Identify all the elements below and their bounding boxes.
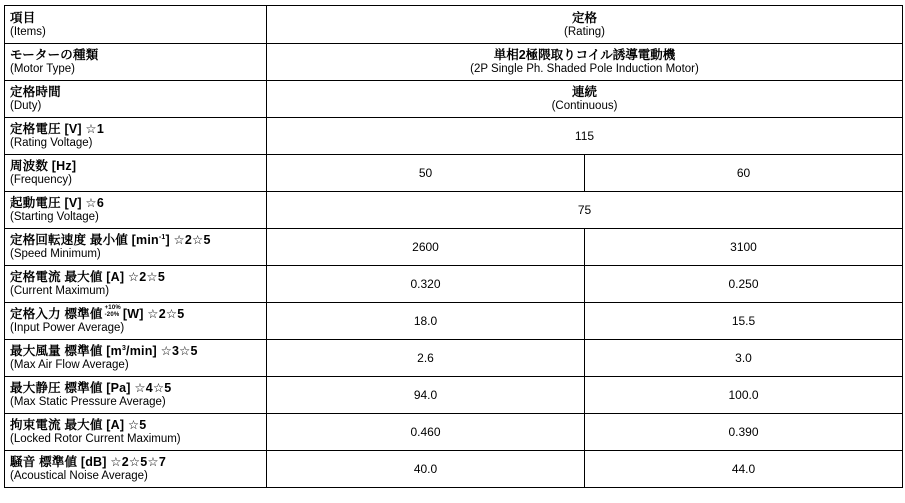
table-row	[5, 451, 903, 488]
table-row	[5, 118, 903, 155]
label-en: (Rating Voltage)	[10, 137, 93, 149]
row-label	[5, 192, 267, 229]
row-label	[5, 340, 267, 377]
rating-voltage-value: 115	[267, 118, 903, 155]
table-row	[5, 340, 903, 377]
label-jp: 拘束電流 最大値 [A] ☆5	[10, 418, 147, 432]
label-jp: 周波数 [Hz]	[10, 159, 77, 173]
label-jp: 定格時間	[10, 85, 61, 99]
label-jp-part: ] ☆2☆5	[165, 233, 211, 247]
value-60hz: 15.5	[585, 303, 903, 340]
header-items-jp: 項目	[10, 10, 36, 25]
label-en: (Speed Minimum)	[10, 248, 101, 260]
label-jp	[10, 307, 266, 322]
table-row	[5, 44, 903, 81]
label-en: (Duty)	[10, 100, 42, 112]
table-header-row	[5, 6, 903, 44]
value-50hz: 2.6	[267, 340, 585, 377]
motor-type-value	[267, 44, 903, 81]
label-jp	[10, 344, 266, 358]
table-row	[5, 303, 903, 340]
label-jp: モーターの種類	[10, 48, 99, 62]
table-row	[5, 155, 903, 192]
spec-table	[4, 5, 903, 488]
value-50hz: 40.0	[267, 451, 585, 488]
label-jp-part: [W] ☆2☆5	[122, 306, 185, 321]
value-jp: 単相2極隈取りコイル誘導電動機	[493, 48, 676, 62]
row-label	[5, 229, 267, 266]
label-jp: 騒音 標準値 [dB] ☆2☆5☆7	[10, 455, 166, 469]
value-en: (2P Single Ph. Shaded Pole Induction Motor)	[470, 63, 699, 75]
label-jp	[10, 233, 266, 247]
label-superscript: 3	[121, 344, 127, 352]
row-label	[5, 377, 267, 414]
row-label	[5, 81, 267, 118]
tolerance-plus: +10%	[104, 305, 121, 312]
value-60hz: 44.0	[585, 451, 903, 488]
header-rating-jp: 定格	[571, 10, 597, 25]
row-label	[5, 155, 267, 192]
table-row	[5, 377, 903, 414]
starting-voltage-value: 75	[267, 192, 903, 229]
label-jp-part: 定格回転速度 最小値 [min	[10, 233, 159, 247]
row-label	[5, 451, 267, 488]
value-50hz: 0.460	[267, 414, 585, 451]
label-jp-part: 定格入力 標準値	[10, 306, 103, 321]
table-row	[5, 414, 903, 451]
tolerance-stack	[105, 305, 121, 319]
label-jp: 起動電圧 [V] ☆6	[10, 196, 104, 210]
row-label	[5, 414, 267, 451]
label-jp-part: /min] ☆3☆5	[126, 344, 198, 358]
label-en: (Current Maximum)	[10, 285, 110, 297]
value-60hz: 3.0	[585, 340, 903, 377]
value-en: (Continuous)	[551, 100, 618, 112]
label-jp: 定格電圧 [V] ☆1	[10, 122, 104, 136]
label-en: (Frequency)	[10, 174, 72, 186]
value-50hz: 50	[267, 155, 585, 192]
duty-value	[267, 81, 903, 118]
label-en: (Starting Voltage)	[10, 211, 99, 223]
label-en: (Acoustical Noise Average)	[10, 470, 148, 482]
value-60hz: 60	[585, 155, 903, 192]
label-en: (Max Air Flow Average)	[10, 359, 129, 371]
header-items-cell	[5, 6, 267, 44]
label-jp: 定格電流 最大値 [A] ☆2☆5	[10, 270, 165, 284]
row-label	[5, 266, 267, 303]
value-60hz: 0.390	[585, 414, 903, 451]
label-en: (Motor Type)	[10, 63, 75, 75]
value-50hz: 18.0	[267, 303, 585, 340]
value-60hz: 0.250	[585, 266, 903, 303]
label-en: (Input Power Average)	[10, 322, 125, 335]
row-label	[5, 303, 267, 340]
value-50hz: 94.0	[267, 377, 585, 414]
value-50hz: 0.320	[267, 266, 585, 303]
row-label	[5, 44, 267, 81]
header-rating-en: (Rating)	[564, 25, 605, 38]
label-superscript: -1	[158, 233, 166, 241]
table-row	[5, 229, 903, 266]
header-items-en: (Items)	[10, 25, 46, 38]
row-label	[5, 118, 267, 155]
table-row	[5, 81, 903, 118]
header-rating-cell	[267, 6, 903, 44]
table-row	[5, 266, 903, 303]
value-60hz: 100.0	[585, 377, 903, 414]
value-50hz: 2600	[267, 229, 585, 266]
value-jp: 連続	[571, 85, 597, 99]
label-jp-part: 最大風量 標準値 [m	[10, 344, 122, 358]
table-row	[5, 192, 903, 229]
label-en: (Locked Rotor Current Maximum)	[10, 433, 181, 445]
label-en: (Max Static Pressure Average)	[10, 396, 166, 408]
value-60hz: 3100	[585, 229, 903, 266]
label-jp: 最大静圧 標準値 [Pa] ☆4☆5	[10, 381, 172, 395]
tolerance-minus: -20%	[104, 312, 120, 319]
